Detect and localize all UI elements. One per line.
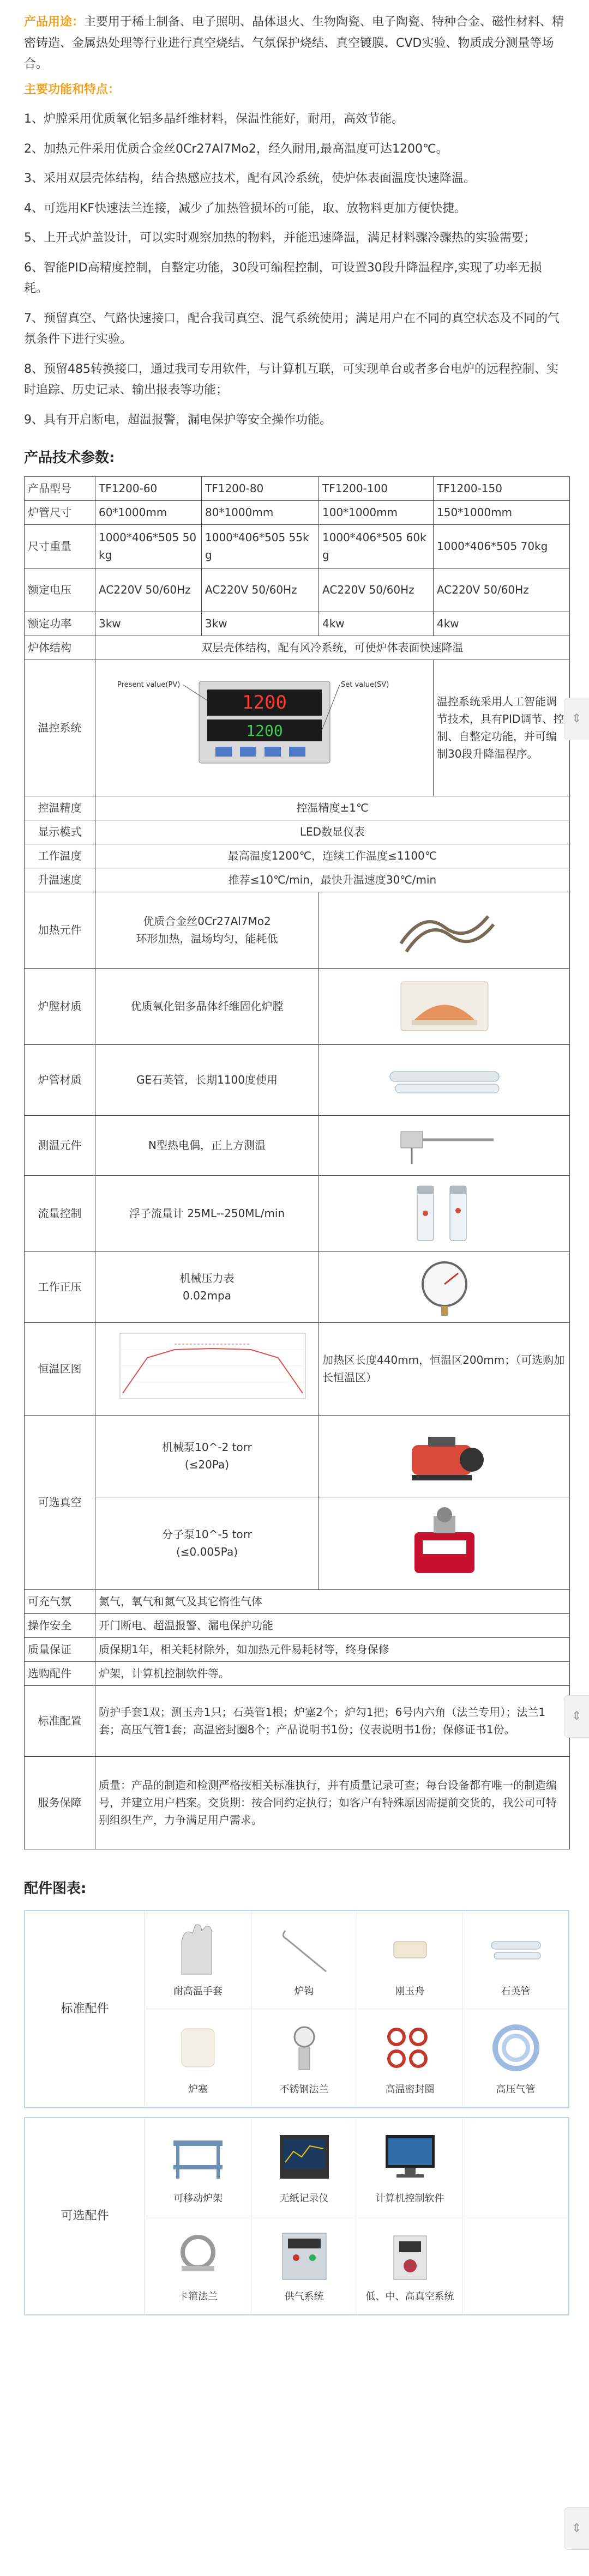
vacuum-mol-cell <box>95 1497 319 1589</box>
list-item <box>251 1911 357 2009</box>
expand-icon: ⇕ <box>572 711 582 725</box>
row-label: 选购配件 <box>25 1661 95 1685</box>
row-label: 标准配置 <box>25 1685 95 1756</box>
item-label: 卡箍法兰 <box>178 2290 218 2302</box>
flow-image-cell <box>319 1175 570 1251</box>
scroll-side-button[interactable] <box>564 1695 589 1738</box>
intro-text: 主要用于稀土制备、电子照明、晶体退火、生物陶瓷、电子陶瓷、特种合金、磁性材料、精密铸造、金属热处理等行业进行真空烧结、气氛保护烧结、真空镀膜、CVD实验、物质成分测量等场合。 <box>24 15 564 71</box>
model-cell: TF1200-80 <box>202 476 319 500</box>
table-row <box>25 1637 570 1661</box>
table-row <box>25 568 570 612</box>
feature-item: 1、炉膛采用优质氧化铝多晶纤维材料，保温性能好，耐用，高效节能。 <box>24 112 404 126</box>
model-cell: TF1200-150 <box>434 476 570 500</box>
cell: 60*1000mm <box>95 500 202 524</box>
table-row <box>25 1322 570 1415</box>
spec-table <box>24 476 570 1849</box>
expand-icon: ⇕ <box>572 2521 582 2535</box>
mol-pump-image-cell <box>319 1497 570 1589</box>
row-label: 测温元件 <box>25 1115 95 1175</box>
list-item <box>357 2118 462 2216</box>
optional-row <box>25 2118 568 2314</box>
list-item <box>145 2216 251 2314</box>
list-item <box>251 2009 357 2107</box>
cell: 1000*406*505 50kg <box>95 524 202 568</box>
table-row <box>25 1175 570 1251</box>
table-row <box>25 476 570 500</box>
sv-label: Set value(SV) <box>340 681 389 689</box>
row-label: 质量保证 <box>25 1637 95 1661</box>
item-label: 计算机控制软件 <box>375 2192 444 2204</box>
mech-pump-line2: (≤20Pa) <box>184 1458 230 1471</box>
flowmeter-image <box>390 1181 499 1246</box>
scroll-side-button[interactable] <box>564 2507 589 2550</box>
list-item <box>462 2118 568 2216</box>
cell: 最高温度1200℃，连续工作温度≤1100℃ <box>95 844 570 868</box>
row-label: 尺寸重量 <box>25 524 95 568</box>
list-item <box>145 1911 251 2009</box>
controller-desc: 温控系统采用人工智能调节技术，具有PID调节、控制、自整定功能，并可编制30段升降温程序。 <box>434 660 570 796</box>
computer-software-image <box>377 2127 443 2187</box>
heater-text-cell <box>95 892 319 968</box>
feature-item: 3、采用双层壳体结构，结合热感应技术，配有风冷系统，使炉体表面温度快速降温。 <box>24 172 476 185</box>
row-label: 额定功率 <box>25 612 95 636</box>
list-item <box>357 1911 462 2009</box>
cell: 开门断电、超温报警、漏电保护功能 <box>95 1613 570 1637</box>
item-label: 不锈钢法兰 <box>279 2083 329 2095</box>
molecular-pump-image <box>390 1505 499 1581</box>
standard-label: 标准配件 <box>25 1911 145 2107</box>
cell: 1000*406*505 55kg <box>202 524 319 568</box>
table-row <box>25 1756 570 1849</box>
furnace-rack-image <box>165 2127 231 2187</box>
intro-label: 产品用途： <box>24 15 85 29</box>
row-label: 炉膛材质 <box>25 968 95 1044</box>
cell: 1000*406*505 60kg <box>319 524 434 568</box>
tube-image-cell <box>319 1044 570 1115</box>
cell: GE石英管，长期1100度使用 <box>95 1044 319 1115</box>
table-row <box>25 1415 570 1497</box>
item-label: 供气系统 <box>284 2290 324 2302</box>
product-intro <box>24 12 565 75</box>
cell: 浮子流量计 25ML--250ML/min <box>95 1175 319 1251</box>
row-label: 可选真空 <box>25 1415 95 1589</box>
accessories-title: 配件图表: <box>24 1880 87 1897</box>
display-sv-text: 1200 <box>245 722 283 740</box>
table-row <box>25 1685 570 1756</box>
list-item <box>357 2009 462 2107</box>
item-label: 高压气管 <box>496 2083 536 2095</box>
cell: 80*1000mm <box>202 500 319 524</box>
cell: 质保期1年，相关耗材除外，如加热元件易耗材等，终身保修 <box>95 1637 570 1661</box>
list-item <box>462 1911 568 2009</box>
table-row <box>25 1115 570 1175</box>
row-label: 显示模式 <box>25 820 95 844</box>
row-label: 服务保障 <box>25 1756 95 1849</box>
display-pv-text: 1200 <box>242 692 287 713</box>
item-label: 低、中、高真空系统 <box>365 2290 454 2302</box>
cell: AC220V 50/60Hz <box>319 568 434 612</box>
list-item <box>145 2009 251 2107</box>
table-row <box>25 844 570 868</box>
vacuum-mech-cell <box>95 1415 319 1497</box>
table-row <box>25 636 570 660</box>
table-row <box>25 612 570 636</box>
pressure-image-cell <box>319 1251 570 1322</box>
quartz-tube-icon <box>486 1920 546 1980</box>
controller-image-cell <box>95 660 434 796</box>
mechanical-pump-image <box>390 1423 499 1489</box>
plug-image <box>168 2018 228 2078</box>
table-row <box>25 1613 570 1637</box>
item-label: 炉塞 <box>188 2083 208 2095</box>
list-item <box>462 2216 568 2314</box>
cell: 防护手套1双；测玉舟1只；石英管1根；炉塞2个；炉勾1把；6号内六角（法兰专用）；法兰1套；高压气管1套；高温密封圈8个；产品说明书1份；仪表说明书1份；保修证书1份。 <box>95 1685 570 1756</box>
cell: 优质氧化铝多晶体纤维固化炉膛 <box>95 968 319 1044</box>
feature-item: 4、可选用KF快速法兰连接，减少了加热管损坏的可能，取、放物料更加方便快捷。 <box>24 201 467 215</box>
features-list <box>24 109 565 431</box>
gas-supply-system-image <box>272 2225 337 2285</box>
cell: 控温精度±1℃ <box>95 796 570 820</box>
list-item <box>251 2216 357 2314</box>
table-row <box>25 1044 570 1115</box>
item-label: 炉钩 <box>294 1985 314 1997</box>
item-label: 高温密封圈 <box>385 2083 435 2095</box>
cell: 双层壳体结构，配有风冷系统，可使炉体表面快速降温 <box>95 636 570 660</box>
list-item <box>462 2009 568 2107</box>
optional-label: 可选配件 <box>25 2118 145 2314</box>
quartz-tube-image <box>384 1053 504 1107</box>
pressure-text-cell <box>95 1251 319 1322</box>
feature-item: 9、具有开启断电，超温报警，漏电保护等安全操作功能。 <box>24 413 332 427</box>
vacuum-system-image <box>377 2225 443 2285</box>
table-row <box>25 820 570 844</box>
feature-item: 8、预留485转换接口，通过我司专用软件，与计算机互联，可实现单台或者多台电炉的远程控制、实时追踪、历史记录、输出报表等功能； <box>24 362 558 397</box>
optional-grid <box>145 2118 568 2314</box>
cell: 1000*406*505 70kg <box>434 524 570 568</box>
table-row <box>25 1661 570 1685</box>
table-row <box>25 524 570 568</box>
table-row <box>25 968 570 1044</box>
heater-line1: 优质合金丝0Cr27Al7Mo2 <box>143 915 271 928</box>
item-label: 耐高温手套 <box>173 1985 223 1997</box>
cell: 加热区长度440mm，恒温区200mm；（可选购加长恒温区） <box>319 1322 570 1415</box>
list-item <box>251 2118 357 2216</box>
boat-image <box>380 1920 440 1980</box>
table-row <box>25 500 570 524</box>
scroll-side-button[interactable] <box>564 698 589 740</box>
feature-item: 6、智能PID高精度控制，自整定功能，30段可编程控制，可设置30段升降温程序,实现了功率无损耗。 <box>24 261 542 295</box>
feature-item: 2、加热元件采用优质合金丝0Cr27Al7Mo2，经久耐用,最高温度可达1200℃。 <box>24 142 448 156</box>
params-title: 产品技术参数: <box>24 450 115 466</box>
cell: 150*1000mm <box>434 500 570 524</box>
row-label: 炉管材质 <box>25 1044 95 1115</box>
thermocouple-image <box>390 1121 499 1170</box>
cell: 100*1000mm <box>319 500 434 524</box>
row-label: 流量控制 <box>25 1175 95 1251</box>
cell: 3kw <box>95 612 202 636</box>
mech-pump-image-cell <box>319 1415 570 1497</box>
cell: 质量：产品的制造和检测严格按相关标准执行，并有质量记录可查；每台设备都有唯一的制造编号，并建立用户档案。交货期：按合同约定执行；如客户有特殊原因需提前交货的，我公司可特别组织生产，力争满足用户需求。 <box>95 1756 570 1849</box>
pressure-line2: 0.02mpa <box>183 1289 231 1302</box>
temperature-controller-image <box>112 670 417 785</box>
row-label: 恒温区图 <box>25 1322 95 1415</box>
gas-hose-image <box>486 2018 546 2078</box>
row-label: 升温速度 <box>25 868 95 892</box>
model-cell: TF1200-60 <box>95 476 202 500</box>
constant-temperature-zone-graph <box>104 1328 311 1410</box>
cell: 3kw <box>202 612 319 636</box>
table-row <box>25 796 570 820</box>
cell: 4kw <box>434 612 570 636</box>
heating-coil-image <box>390 900 499 960</box>
cell: AC220V 50/60Hz <box>434 568 570 612</box>
cell: AC220V 50/60Hz <box>95 568 202 612</box>
row-label: 额定电压 <box>25 568 95 612</box>
sensor-image-cell <box>319 1115 570 1175</box>
cell: 炉架，计算机控制软件等。 <box>95 1661 570 1685</box>
row-label: 工作正压 <box>25 1251 95 1322</box>
model-cell: TF1200-100 <box>319 476 434 500</box>
item-label: 可移动炉架 <box>173 2192 223 2204</box>
mol-pump-line2: (≤0.005Pa) <box>176 1545 238 1558</box>
paperless-recorder-image <box>272 2127 337 2187</box>
row-label: 加热元件 <box>25 892 95 968</box>
standard-accessories <box>24 1910 569 2108</box>
cell: LED数显仪表 <box>95 820 570 844</box>
furnace-chamber-image <box>390 976 499 1036</box>
pv-label: Present value(PV) <box>117 681 180 689</box>
standard-row <box>25 1911 568 2107</box>
row-label: 温控系统 <box>25 660 95 796</box>
cell: N型热电偶，正上方测温 <box>95 1115 319 1175</box>
cell: 4kw <box>319 612 434 636</box>
feature-item: 7、预留真空、气路快速接口，配合我司真空、混气系统使用；满足用户在不同的真空状态及不同的气氛条件下进行实验。 <box>24 311 560 346</box>
clamp-flange-image <box>165 2225 231 2285</box>
heater-image-cell <box>319 892 570 968</box>
item-label: 刚玉舟 <box>395 1985 425 1997</box>
chamber-image-cell <box>319 968 570 1044</box>
flange-image <box>274 2018 334 2078</box>
cell: AC220V 50/60Hz <box>202 568 319 612</box>
feature-item: 5、上开式炉盖设计，可以实时观察加热的物料，并能迅速降温，满足材料骤冷骤热的实验需要； <box>24 231 536 245</box>
table-row <box>25 1251 570 1322</box>
heater-line2: 环形加热，温场均匀，能耗低 <box>136 932 278 945</box>
list-item <box>357 2216 462 2314</box>
model-label: 产品型号 <box>25 476 95 500</box>
row-label: 炉管尺寸 <box>25 500 95 524</box>
standard-grid <box>145 1911 568 2107</box>
table-row <box>25 660 570 796</box>
table-row <box>25 892 570 968</box>
optional-accessories <box>24 2117 569 2315</box>
pressure-gauge-image <box>390 1257 499 1317</box>
cell: 氮气，氧气和氮气及其它惰性气体 <box>95 1589 570 1613</box>
expand-icon: ⇕ <box>572 1709 582 1723</box>
hook-image <box>274 1920 334 1980</box>
mol-pump-line1: 分子泵10^-5 torr <box>162 1528 252 1541</box>
table-row <box>25 1589 570 1613</box>
row-label: 控温精度 <box>25 796 95 820</box>
row-label: 炉体结构 <box>25 636 95 660</box>
pressure-line1: 机械压力表 <box>179 1272 235 1285</box>
row-label: 可充气氛 <box>25 1589 95 1613</box>
seal-rings-image <box>380 2018 440 2078</box>
row-label: 工作温度 <box>25 844 95 868</box>
features-title: 主要功能和特点： <box>24 82 121 96</box>
mech-pump-line1: 机械泵10^-2 torr <box>162 1441 252 1454</box>
row-label: 操作安全 <box>25 1613 95 1637</box>
list-item <box>145 2118 251 2216</box>
gloves-image <box>168 1920 228 1980</box>
zone-chart-cell <box>95 1322 319 1415</box>
cell: 推荐≤10℃/min，最快升温速度30℃/min <box>95 868 570 892</box>
table-row <box>25 868 570 892</box>
table-row <box>25 1497 570 1589</box>
item-label: 无纸记录仪 <box>279 2192 329 2204</box>
item-label: 石英管 <box>501 1985 531 1997</box>
